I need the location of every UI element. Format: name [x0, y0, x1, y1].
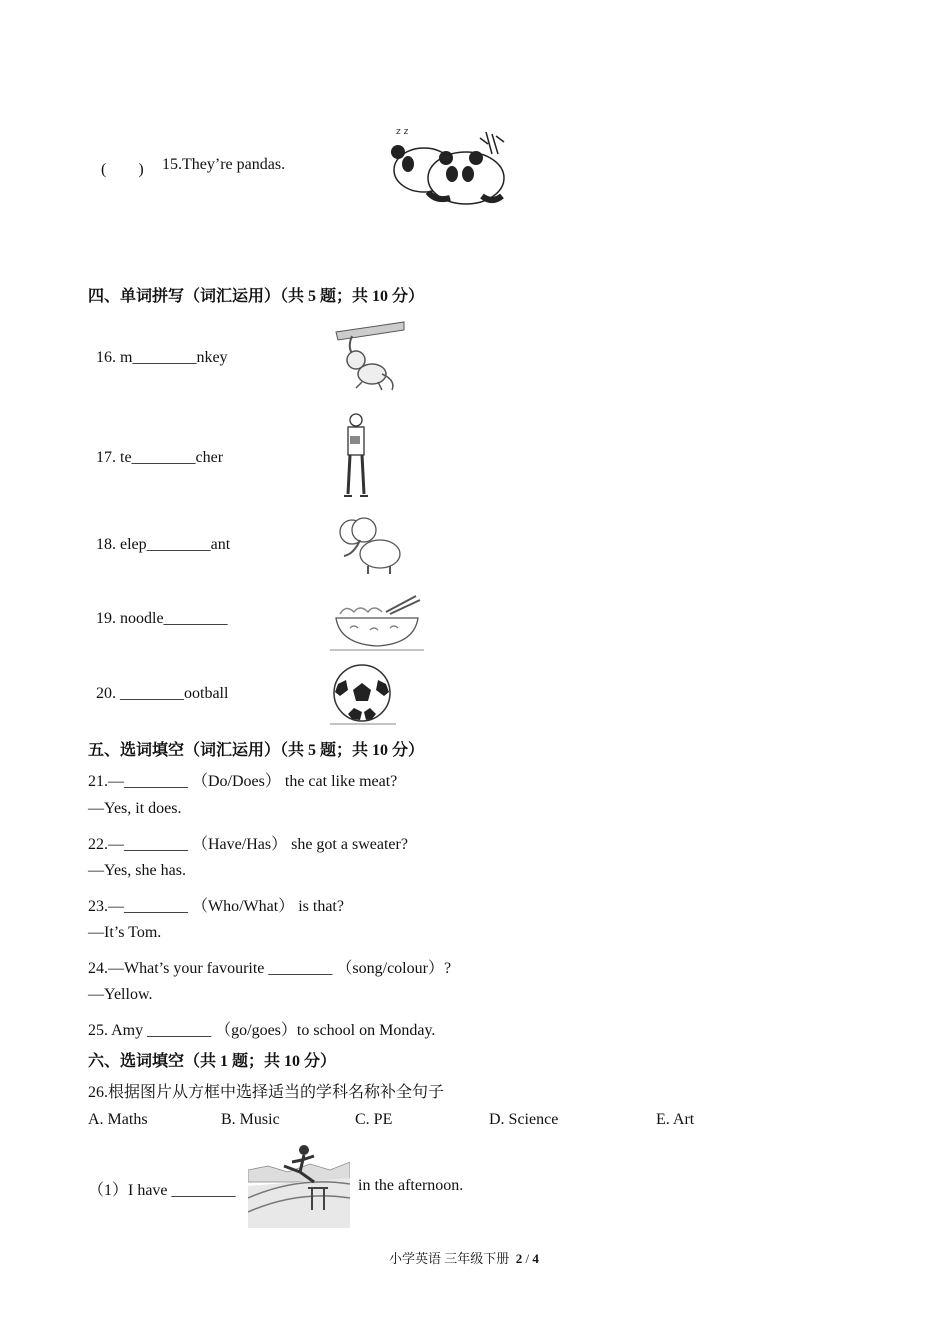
option-d: D. Science	[489, 1111, 559, 1128]
noodles-illustration	[330, 592, 424, 652]
spelling-item-16: 16. m________nkey	[96, 349, 228, 366]
answer-paren[interactable]: ( )	[101, 161, 144, 178]
page-footer	[389, 1248, 539, 1267]
fill-line-22: 22.—________ （Have/Has） she got a sweater?	[88, 836, 408, 853]
spelling-item-19: 19. noodle________	[96, 610, 228, 627]
option-b: B. Music	[221, 1111, 280, 1128]
question-15-text: 15.They’re pandas.	[162, 156, 286, 173]
fill-line-25: 25. Amy ________ （go/goes）to school on Monday.	[88, 1022, 436, 1039]
spelling-item-17: 17. te________cher	[96, 449, 224, 466]
footer-page-number: 2	[515, 1251, 523, 1266]
hurdling-illustration	[248, 1142, 350, 1228]
pandas-illustration	[388, 124, 510, 208]
section-6-heading: 六、选词填空（共 1 题；共 10 分）	[88, 1053, 337, 1070]
spelling-item-18: 18. elep________ant	[96, 536, 231, 553]
question-26-instruction: 26.根据图片从方框中选择适当的学科名称补全句子	[88, 1084, 445, 1101]
sub-question-1-start: （1）I have ________	[88, 1182, 236, 1199]
section-5-heading: 五、选词填空（词汇运用）（共 5 题；共 10 分）	[88, 742, 425, 759]
teacher-illustration	[336, 412, 376, 498]
spelling-item-20: 20. ________ootball	[96, 685, 229, 702]
sub-question-1-end: in the afternoon.	[358, 1177, 464, 1194]
footer-page-total: 4	[532, 1251, 539, 1266]
fill-line-24: 24.—What’s your favourite ________ （song/colour）?	[88, 960, 452, 977]
monkey-illustration	[332, 318, 406, 392]
football-illustration	[330, 664, 396, 726]
fill-answer-23: —It’s Tom.	[88, 924, 162, 941]
option-c: C. PE	[355, 1111, 393, 1128]
footer-label: 小学英语 三年级下册	[389, 1251, 510, 1266]
fill-answer-24: —Yellow.	[88, 986, 153, 1003]
fill-answer-21: —Yes, it does.	[88, 800, 182, 817]
svg-text:z z: z z	[396, 127, 409, 137]
section-4-heading: 四、单词拼写（词汇运用）（共 5 题；共 10 分）	[88, 288, 425, 305]
elephant-illustration	[334, 510, 410, 576]
footer-separator: /	[525, 1251, 530, 1266]
fill-line-21: 21.—________ （Do/Does） the cat like meat?	[88, 773, 398, 790]
fill-line-23: 23.—________ （Who/What） is that?	[88, 898, 344, 915]
fill-answer-22: —Yes, she has.	[88, 862, 186, 879]
option-a: A. Maths	[88, 1111, 148, 1128]
option-e: E. Art	[656, 1111, 695, 1128]
